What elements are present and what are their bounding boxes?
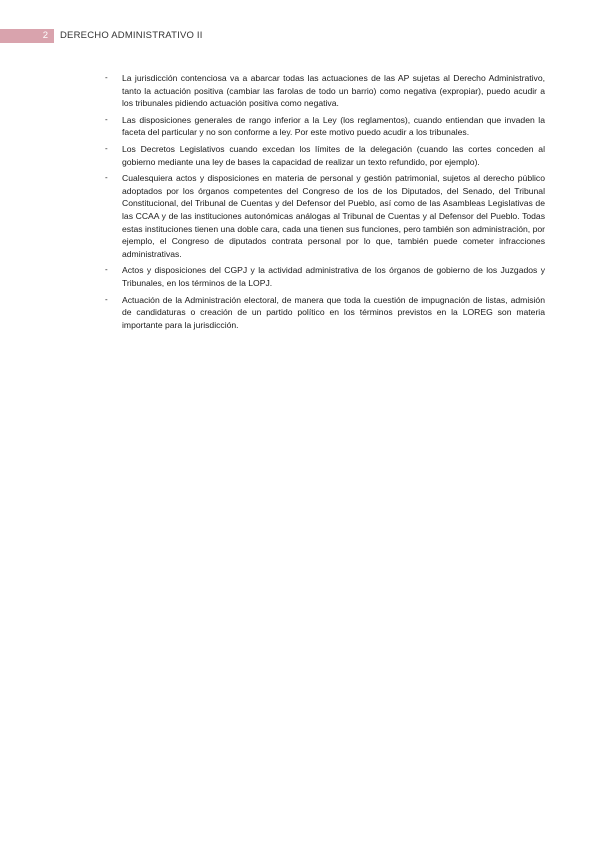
list-item xyxy=(105,143,545,168)
list-item-text: Cualesquiera actos y disposiciones en materia de personal y gestión patrimonial, sujetos al derecho público adoptados por los órganos competentes del Congreso de los de los Diputados, del Senado, del Tribunal Constitucional, del Tribunal de Cuentas y del Defensor del Pueblo, así como de las Asambleas Legislativas de las CCAA y de las instituciones autonómicas análogas al Tribunal de Cuentas y al Defensor del Pueblo. Todas estas instituciones tienen una doble cara, cada una tienen sus funciones, pero también son administración, por ejemplo, el Congreso de diputados contrata personal por lo que, también puede cometer infracciones administrativas. xyxy=(122,173,545,259)
page-header xyxy=(0,29,203,43)
list-item-text: Los Decretos Legislativos cuando excedan los límites de la delegación (cuando las cortes conceden al gobierno mediante una ley de bases la capacidad de realizar un texto refundido, por ejemplo). xyxy=(122,143,545,167)
bullet-dash: - xyxy=(105,114,108,124)
list-item xyxy=(105,294,545,332)
list-item xyxy=(105,172,545,260)
bullet-dash: - xyxy=(105,73,108,82)
list-item xyxy=(105,72,545,110)
bullet-dash: - xyxy=(105,173,108,183)
list-item xyxy=(105,264,545,289)
page-number: 2 xyxy=(0,29,54,43)
running-title: DERECHO ADMINISTRATIVO II xyxy=(60,30,203,41)
bullet-dash: - xyxy=(105,143,108,153)
list-item-text: La jurisdicción contenciosa va a abarcar todas las actuaciones de las AP sujetas al Derecho Administrativo, tanto la actuación positiva (cambiar las farolas de todo un barrio) como negativa (expropiar), puedo acudir a los tribunales pidiendo actuación positiva como negativa. xyxy=(122,73,545,109)
bullet-dash: - xyxy=(105,265,108,275)
list-item xyxy=(105,114,545,139)
bullet-dash: - xyxy=(105,294,108,304)
list-item-text: Actos y disposiciones del CGPJ y la actividad administrativa de los órganos de gobierno de los Juzgados y Tribunales, en los términos de la LOPJ. xyxy=(122,265,545,288)
list-item-text: Actuación de la Administración electoral, de manera que toda la cuestión de impugnación de listas, admisión de candidaturas o creación de un partido político en los términos previstos en la LOREG son materia importante para la jurisdicción. xyxy=(122,294,545,330)
bullet-list xyxy=(105,72,545,331)
list-item-text: Las disposiciones generales de rango inferior a la Ley (los reglamentos), cuando entiendan que invaden la faceta del particular y no son conforme a ley. Por este motivo puedo acudir a los tribunales. xyxy=(122,114,545,138)
page-body xyxy=(105,72,545,335)
